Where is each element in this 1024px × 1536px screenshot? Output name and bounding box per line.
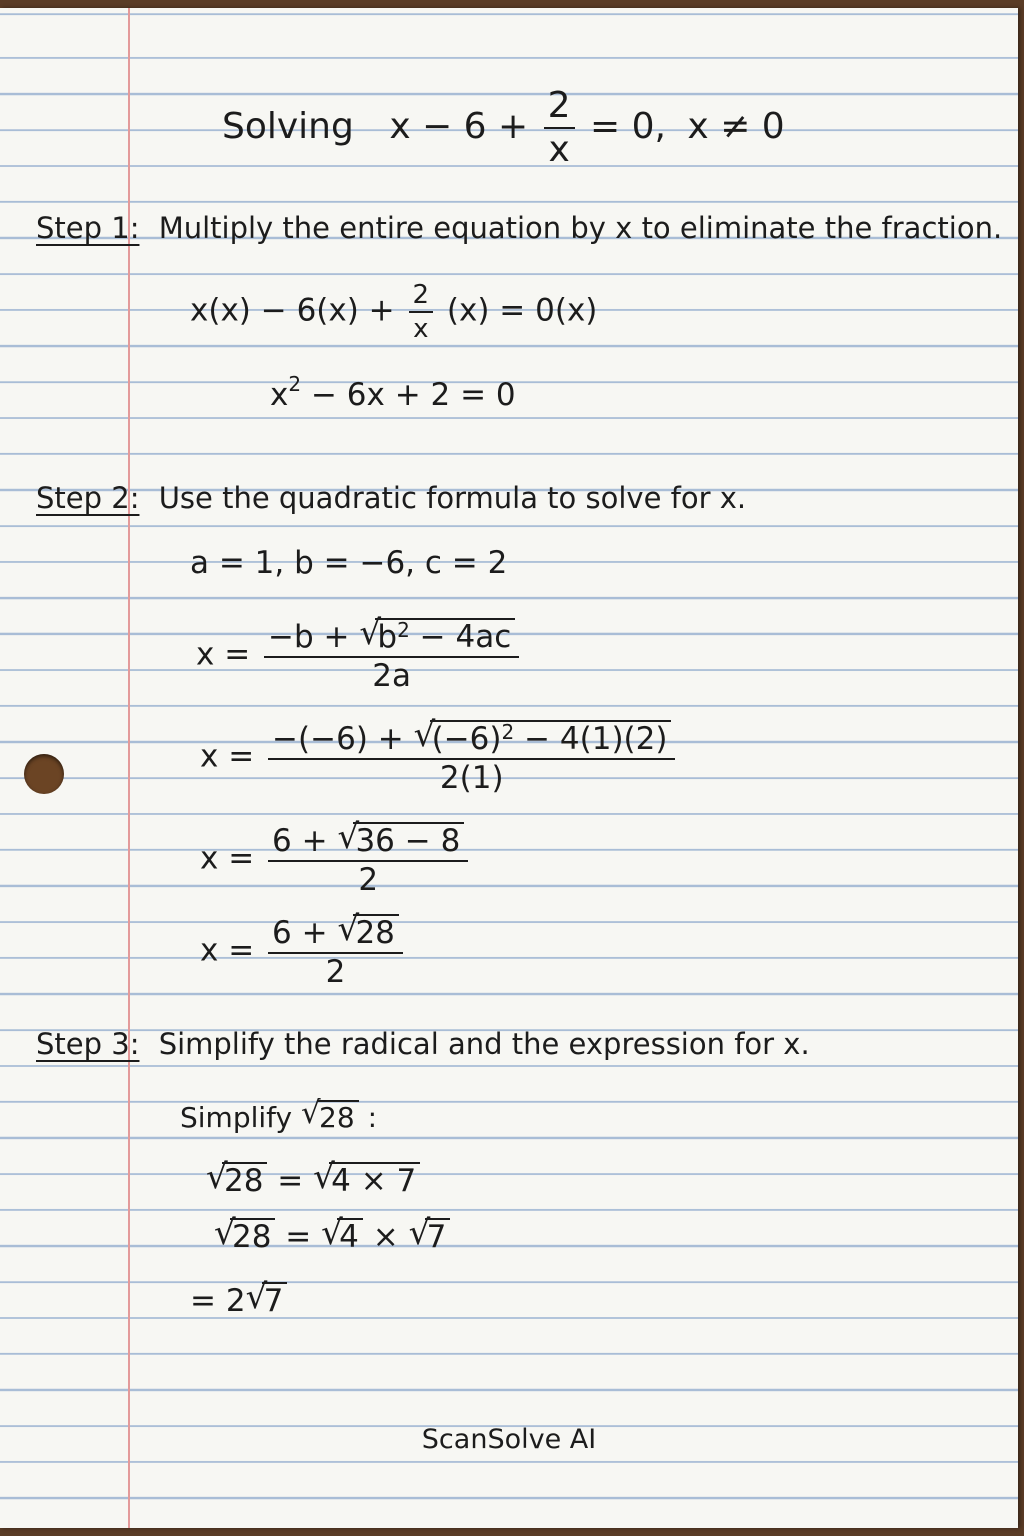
simp1-fraction: [268, 822, 468, 896]
eq1-rad-r: 4 × 7: [329, 1162, 420, 1197]
step2-heading: [36, 481, 747, 515]
simp1-lhs: x =: [200, 840, 255, 877]
simp2-fraction: [268, 914, 403, 988]
simp2-numerator: [268, 914, 403, 954]
quadratic-formula: [196, 618, 523, 692]
step1-text: Multiply the entire equation by x to eliminate the fraction.: [158, 211, 1003, 245]
step1-line1: [190, 282, 597, 342]
step1-line1-right: (x) = 0(x): [446, 292, 598, 329]
notebook-paper: [0, 8, 1018, 1528]
simp1-num-a: 6 +: [272, 823, 338, 859]
step2-coefficients: a = 1, b = −6, c = 2: [190, 545, 508, 581]
eq1-radical-right: [313, 1162, 420, 1197]
punch-hole: [24, 754, 64, 794]
eq2-rad-l: 28: [230, 1218, 275, 1253]
step1-line2: [270, 372, 516, 413]
page-title: [222, 85, 785, 170]
title-prefix: Solving: [222, 106, 354, 147]
eq2-rad-r1: 4: [337, 1218, 363, 1253]
formula-rad-exp: 2: [397, 618, 410, 642]
eq2-radical-r1: [321, 1218, 363, 1253]
title-rhs: = 0,: [590, 106, 666, 147]
simp1-numerator: [268, 822, 468, 862]
substitution: [200, 720, 679, 794]
eq2-radical-left: [214, 1218, 275, 1253]
step2-label: Step 2:: [36, 481, 140, 515]
title-condition: x ≠ 0: [687, 106, 785, 147]
step1-line2-b: − 6x + 2 = 0: [301, 377, 516, 413]
step1-frac-den: x: [413, 314, 429, 344]
formula-fraction: [264, 618, 519, 692]
footer-brand: ScanSolve AI: [421, 1424, 597, 1455]
simplify-line-2: [200, 914, 407, 988]
step3-text: Simplify the radical and the expression for x.: [158, 1027, 810, 1061]
eq2-radical-r2: [409, 1218, 451, 1253]
title-lhs: x − 6 +: [389, 106, 529, 147]
eq2-times: ×: [362, 1219, 409, 1255]
simp1-radical: [337, 822, 464, 857]
simp2-radical: [337, 914, 398, 949]
simp2-denominator: 2: [325, 954, 346, 990]
formula-lhs: x =: [196, 636, 251, 673]
step1-label: Step 1:: [36, 211, 140, 245]
formula-num-a: −b +: [268, 619, 360, 655]
sub-denominator: 2(1): [439, 760, 504, 796]
eq3-prefix: = 2: [190, 1283, 246, 1319]
step3-label: Step 3:: [36, 1027, 140, 1061]
simp2-num-a: 6 +: [272, 915, 338, 951]
step1-line2-a: x: [270, 377, 289, 413]
radical-eq-1: [206, 1162, 420, 1197]
simplify-rad: 28: [317, 1100, 359, 1132]
sub-fraction: [268, 720, 675, 794]
radical-eq-2: [214, 1218, 450, 1253]
step1-line1-fraction: [409, 282, 434, 342]
eq2-rad-r2: 7: [425, 1218, 451, 1253]
sub-numerator: [268, 720, 675, 760]
simplify-label: Simplify: [180, 1101, 293, 1134]
eq3-radical: [246, 1282, 288, 1317]
step3-heading: [36, 1027, 810, 1061]
step1-line2-exp: 2: [288, 372, 302, 396]
eq3-rad: 7: [262, 1282, 288, 1317]
formula-rad-base: b: [377, 619, 398, 655]
formula-denominator: 2a: [372, 658, 412, 694]
step1-line1-left: x(x) − 6(x) +: [190, 292, 395, 329]
title-frac-den: x: [548, 129, 570, 170]
eq1-radical-left: [206, 1162, 267, 1197]
step2-text: Use the quadratic formula to solve for x.: [158, 481, 747, 515]
simp2-lhs: x =: [200, 932, 255, 969]
eq1-mid: =: [267, 1163, 314, 1199]
simp2-rad: 28: [353, 914, 398, 949]
simplify-radical-label: [180, 1100, 377, 1132]
simplify-colon: :: [367, 1101, 377, 1134]
simplify-line-1: [200, 822, 472, 896]
sub-rad-base: (−6): [431, 721, 502, 757]
title-fraction: [544, 85, 575, 170]
eq2-mid: =: [275, 1219, 322, 1255]
title-frac-num: 2: [544, 88, 575, 129]
sub-rad-rest: − 4(1)(2): [514, 721, 668, 757]
sub-num-a: −(−6) +: [272, 721, 414, 757]
step1-heading: [36, 211, 1003, 245]
sub-lhs: x =: [200, 738, 255, 775]
sub-rad-exp: 2: [501, 720, 515, 744]
formula-radical: [359, 618, 515, 653]
simp1-denominator: 2: [358, 862, 379, 898]
formula-numerator: [264, 618, 519, 658]
step1-frac-num: 2: [409, 282, 434, 313]
simp1-rad: 36 − 8: [353, 822, 464, 857]
final-answer: [190, 1282, 287, 1317]
formula-rad-rest: − 4ac: [409, 619, 512, 655]
eq1-rad-l: 28: [222, 1162, 267, 1197]
simplify-radical: [301, 1100, 359, 1132]
sub-radical: [414, 720, 672, 755]
